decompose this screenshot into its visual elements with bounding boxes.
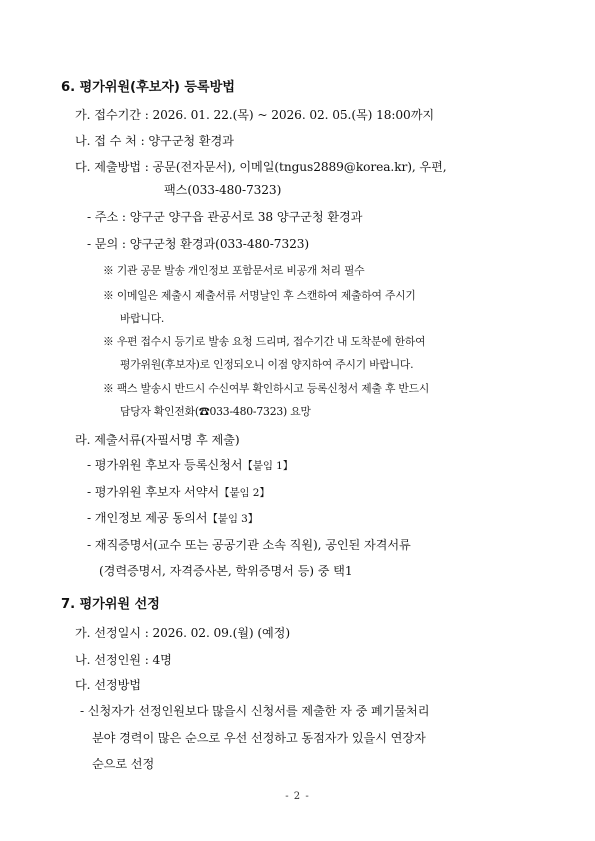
document-item-4: - 재직증명서(교수 또는 공공기관 소속 직원), 공인된 자격서류 <box>87 538 411 552</box>
document-item-3 <box>87 510 258 527</box>
selection-count: 나. 선정인원 : 4명 <box>75 653 172 667</box>
selection-method-line-2: 분야 경력이 많은 순으로 우선 선정하고 동점자가 있을시 연장자 <box>92 731 426 745</box>
note-fax-cont: 담당자 확인전화(☎033-480-7323) 요망 <box>120 405 311 418</box>
document-item-2 <box>87 484 270 501</box>
selection-date: 가. 선정일시 : 2026. 02. 09.(월) (예정) <box>75 626 290 640</box>
page-number: - 2 - <box>285 791 310 802</box>
documents-heading: 라. 제출서류(자필서명 후 제출) <box>75 433 240 447</box>
note-email-cont: 바랍니다. <box>120 312 165 325</box>
section-6-heading: 6. 평가위원(후보자) 등록방법 <box>61 80 235 95</box>
submission-method: 다. 제출방법 : 공문(전자문서), 이메일(tngus2889@korea.kr), 우편, <box>75 160 447 174</box>
reception-place: 나. 접 수 처 : 양구군청 환경과 <box>75 134 234 148</box>
document-item-2-label: - 평가위원 후보자 서약서 <box>87 485 220 499</box>
attachment-2-tag: 【붙임 2】 <box>219 487 270 499</box>
note-post-cont: 평가위원(후보자)로 인정되오니 이점 양지하여 주시기 바랍니다. <box>120 358 414 371</box>
attachment-3-tag: 【붙임 3】 <box>207 513 259 525</box>
note-confidential: ※ 기관 공문 발송 개인정보 포함문서로 비공개 처리 필수 <box>103 264 365 277</box>
document-item-1 <box>87 457 293 474</box>
note-email: ※ 이메일은 제출시 제출서류 서명날인 후 스캔하여 제출하여 주시기 <box>103 289 416 302</box>
submission-method-fax: 팩스(033-480-7323) <box>164 183 282 197</box>
selection-method-line-1: - 신청자가 선정인원보다 많을시 신청서를 제출한 자 중 폐기물처리 <box>80 704 430 718</box>
inquiry-line: - 문의 : 양구군청 환경과(033-480-7323) <box>87 237 310 251</box>
selection-method-heading: 다. 선정방법 <box>75 678 141 692</box>
attachment-1-tag: 【붙임 1】 <box>242 460 294 472</box>
reception-period: 가. 접수기간 : 2026. 01. 22.(목) ~ 2026. 02. 05.(목) 18:00까지 <box>75 108 435 122</box>
selection-method-line-3: 순으로 선정 <box>92 757 155 771</box>
document-item-1-label: - 평가위원 후보자 등록신청서 <box>87 458 243 472</box>
document-item-3-label: - 개인정보 제공 동의서 <box>87 511 208 525</box>
section-7-heading: 7. 평가위원 선정 <box>61 597 160 612</box>
note-post: ※ 우편 접수시 등기로 발송 요청 드리며, 접수기간 내 도착분에 한하여 <box>103 335 426 348</box>
document-item-4-cont: (경력증명서, 자격증사본, 학위증명서 등) 중 택1 <box>99 564 353 578</box>
address-line: - 주소 : 양구군 양구읍 관공서로 38 양구군청 환경과 <box>87 210 363 224</box>
note-fax: ※ 팩스 발송시 반드시 수신여부 확인하시고 등록신청서 제출 후 반드시 <box>103 382 430 395</box>
